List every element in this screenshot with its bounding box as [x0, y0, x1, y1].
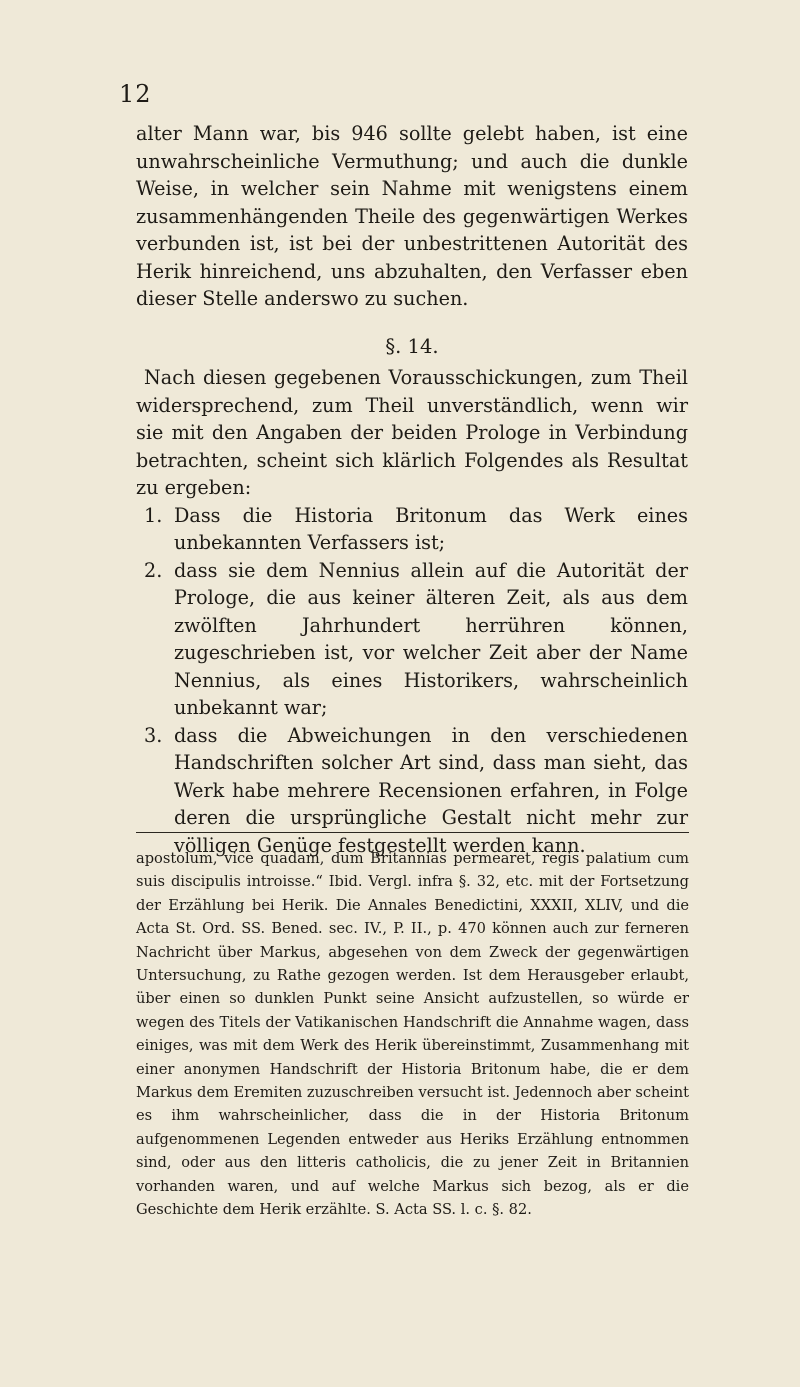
list-item — [136, 502, 688, 557]
list-item-number: 1. — [144, 503, 163, 527]
list-item-number: 2. — [144, 558, 163, 582]
list-item-text: dass sie dem Nennius allein auf die Autorität der Prologe, die aus keiner älteren Zeit, als aus dem zwölften Jahrhundert herrühren können, zugeschrieben ist, vor welcher Zeit aber der Name Nennius, als eines Historikers, wahrscheinlich unbekannt war; — [174, 558, 688, 719]
list-item-number: 3. — [144, 723, 163, 747]
conclusion-list — [136, 502, 688, 860]
list-item — [136, 722, 688, 860]
list-item-text: dass die Abweichungen in den verschiedenen Handschriften solcher Art sind, dass man sieht, das Werk habe mehrere Recensionen erfahren, in Folge deren die ursprüngliche Gestalt nicht mehr zur völligen Genüge festgestellt werden kann. — [174, 723, 688, 857]
footnote-divider — [136, 832, 689, 833]
section-heading: §. 14. — [385, 334, 439, 358]
list-item — [136, 557, 688, 722]
footnote-text: apostolum, vice quadam, dum Britannias permearet, regis palatium cum suis discipulis introisse.“ Ibid. Vergl. infra §. 32, etc. mit der Fortsetzung der Erzählung bei Herik. Die Annales Benedictini, XXXII, XLIV, und die Acta St. Ord. SS. Bened. sec. IV., P. II., p. 470 können auch zur ferneren Nachricht über Markus, abgesehen von dem Zweck der gegenwärtigen Untersuchung, zu Rathe gezogen werden. Ist dem Herausgeber erlaubt, über einen so dunklen Punkt seine Ansicht aufzustellen, so würde er wegen des Titels der Vatikanischen Handschrift die Annahme wagen, dass einiges, was mit dem Werk des Herik übereinstimmt, Zusammenhang mit einer anonymen Handschrift der Historia Britonum habe, die er dem Markus dem Eremiten zuzuschreiben versucht ist. Jedennoch aber scheint es ihm wahrscheinlicher, dass die in der Historia Britonum aufgenommenen Legenden entweder aus Heriks Erzählung entnommen sind, oder aus den litteris catholicis, die zu jener Zeit in Britannien vorhanden waren, und auf welche Markus sich bezog, als er die Geschichte dem Herik erzählte. S. Acta SS. l. c. §. 82. — [136, 850, 689, 1219]
intro-paragraph: Nach diesen gegebenen Vorausschickungen, zum Theil widersprechend, zum Theil unverständlich, wenn wir sie mit den Angaben der beiden Prologe in Verbindung betrachten, scheint sich klärlich Folgendes als Resultat zu ergeben: — [136, 366, 688, 499]
page-number: 12 — [119, 80, 152, 108]
list-item-text: Dass die Historia Britonum das Werk eines unbekannten Verfassers ist; — [174, 503, 688, 554]
main-text — [136, 120, 688, 859]
continued-paragraph: alter Mann war, bis 946 sollte gelebt haben, ist eine unwahrscheinliche Vermuthung; und auch die dunkle Weise, in welcher sein Nahme mit wenigstens einem zusammenhängenden Theile des gegenwärtigen Werkes verbunden ist, ist bei der unbestrittenen Autorität des Herik hinreichend, uns abzuhalten, den Verfasser eben dieser Stelle anderswo zu suchen. — [136, 122, 688, 310]
